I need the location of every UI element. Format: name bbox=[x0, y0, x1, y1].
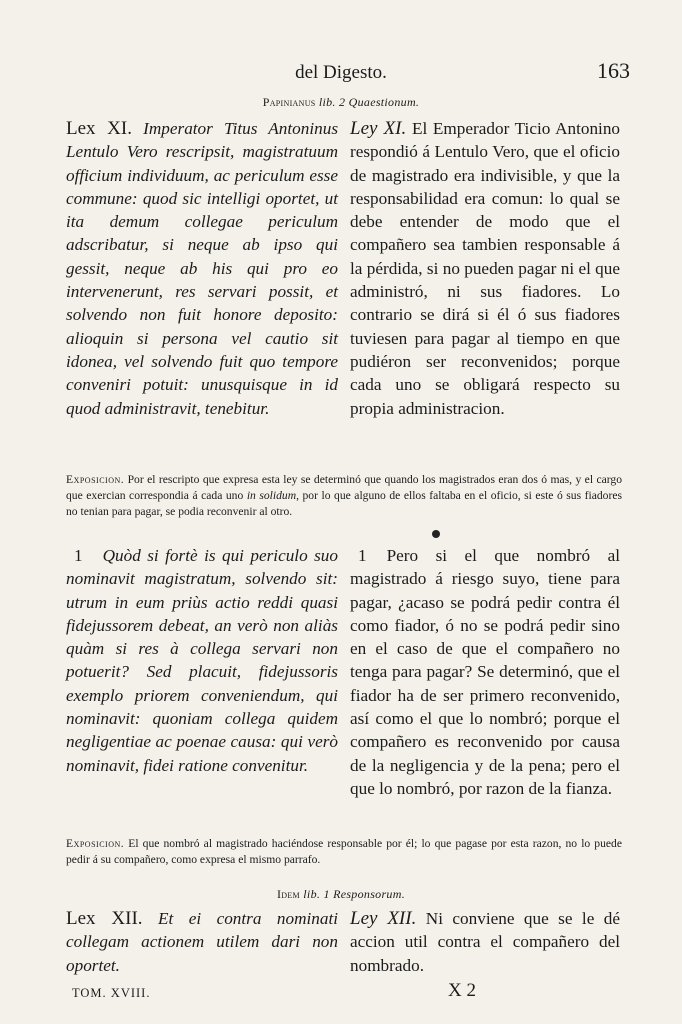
source-author-2: Idem bbox=[277, 887, 300, 901]
lex-11-latin-heading: Lex XI. bbox=[66, 118, 132, 139]
exposicion-1-italic: in solidum bbox=[246, 489, 297, 502]
source-work: lib. 2 Quaestionum. bbox=[318, 95, 420, 109]
lex-11-spanish bbox=[350, 117, 620, 420]
exposicion-1 bbox=[66, 472, 622, 520]
source-author: Papinianus bbox=[262, 95, 316, 109]
lex-12-latin-heading: Lex XII. bbox=[66, 908, 143, 929]
lex-11-spanish-heading: Ley XI. bbox=[350, 118, 407, 139]
lex-12-spanish-heading: Ley XII. bbox=[350, 908, 417, 929]
exposicion-2-label: Exposicion. bbox=[66, 837, 125, 850]
page-number: 163 bbox=[597, 58, 630, 83]
lex-12-latin-text: Et ei contra nominati collegam actionem utilem dari non oportet. bbox=[66, 909, 339, 975]
lex-11-spanish-text: El Emperador Ticio Antonino respondió á Lentulo Vero, que el oficio de magistrado era indivisible, y que la responsabilidad era comun: lo qual se debe entender de modo que el compañero sea tambien responsable á la pérdida, si no pueden pagar ni el que administró, ni sus fiadores. Lo contrario se dirá si él ó sus fiadores tuviesen para pagar al tiempo en que pudiéron ser reconvenidos; porque cada uno se obligará respecto su propia administracion. bbox=[350, 119, 621, 418]
exposicion-1-text-b: , por lo que alguno de ellos faltaba en el oficio, si este ó sus fiadores no tenian para pagar, se podia reconvenir al otro. bbox=[66, 489, 622, 518]
source-citation-papinianus bbox=[0, 95, 682, 110]
exposicion-1-text-a: Por el rescripto que expresa esta ley se determinó que quando los magistrados eran dos ó mas, y el cargo que exercian correspondia á cada uno bbox=[66, 473, 622, 502]
exposicion-2 bbox=[66, 836, 622, 868]
source-citation-idem bbox=[0, 887, 682, 902]
lex-12-spanish bbox=[350, 907, 620, 977]
paragraph-1-latin bbox=[66, 544, 338, 777]
lex-12-spanish-text: Ni conviene que se le dé accion util contra el compañero del nombrado. bbox=[350, 909, 621, 975]
footer-tome: TOM. XVIII. bbox=[72, 986, 151, 1000]
exposicion-1-label: Exposicion. bbox=[66, 473, 125, 486]
ink-blot bbox=[432, 530, 440, 538]
paragraph-1-spanish-text: Pero si el que nombró al magistrado á riesgo suyo, tiene para pagar, ¿acaso se podrá pedir contra él como fiador, ó no se podrá pedir sino en el caso de que el compañero no tenga para pagar? Se determinó, que el fiador ha de ser primero reconvenido, así como el que lo nombró; porque el compañero es reconvenido por causa de la negligencia y de la pena; pero el que lo nombró, por razon de la fianza. bbox=[350, 546, 620, 798]
source-work-2: lib. 1 Responsorum. bbox=[303, 887, 405, 901]
lex-11-latin-text: Imperator Titus Antoninus Lentulo Vero rescripsit, magistratuum officium individuum, ac periculum esse commune: quod sic intelligi oportet, ut ita demum collegae periculum adscribatur, si neque ab ipso qui gessit, neque ab his qui pro eo intervenerunt, res servari possit, et solvendo non fuit honore deposito: alioquin si persona vel cautio sit idonea, vel solvendo fuit quo tempore conveniri potuit: unusquisque in id quod administravit, tenebitur. bbox=[66, 119, 339, 418]
paragraph-1-latin-text: Quòd si fortè is qui periculo suo nominavit magistratum, solvendo sit: utrum in eum priùs actio reddi quasi fidejussorem debeat, an verò non aliàs quàm si res à collega servari non potuerit? Sed placuit, fidejussoris exemplo priorem conveniendum, qui nominavit: quoniam collega quidem negligentiae ac poenae causa: qui verò nominavit, fidei ratione convenitur. bbox=[66, 546, 338, 775]
lex-12-latin bbox=[66, 907, 338, 977]
exposicion-2-text: El que nombró al magistrado haciéndose responsable por él; lo que pagase por esta razon, no lo puede pedir á su compañero, como expresa el mismo parrafo. bbox=[66, 837, 622, 866]
paragraph-1-number-es: 1 bbox=[358, 546, 367, 565]
lex-11-latin bbox=[66, 117, 338, 420]
paragraph-1-spanish bbox=[350, 544, 620, 800]
paragraph-1-number: 1 bbox=[74, 546, 83, 565]
running-header-title: del Digesto. bbox=[295, 62, 387, 83]
footer-signature: X 2 bbox=[448, 980, 476, 1001]
